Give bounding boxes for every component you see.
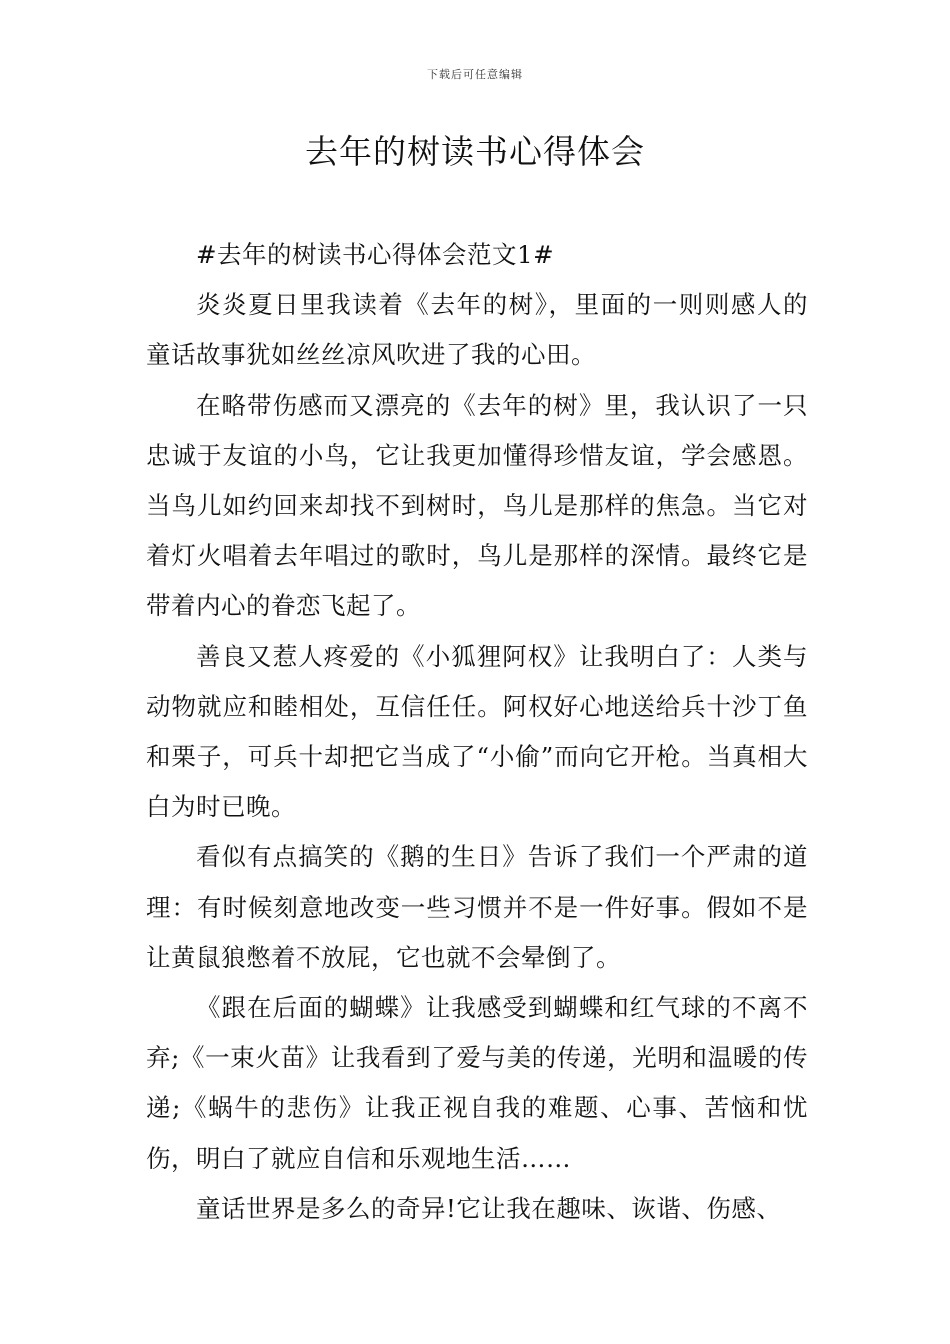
paragraph-6: 童话世界是多么的奇异!它让我在趣味、诙谐、伤感、: [196, 1193, 782, 1223]
paragraph-1: 炎炎夏日里我读着《去年的树》，里面的一则则感人的童话故事犹如丝丝凉风吹进了我的心田。: [146, 290, 808, 370]
header-note: 下载后可任意编辑: [427, 68, 523, 81]
paragraph-5: 《跟在后面的蝴蝶》让我感受到蝴蝶和红气球的不离不弃;《一束火苗》让我看到了爱与美的传递，光明和温暖的传递;《蜗牛的悲伤》让我正视自我的难题、心事、苦恼和忧伤，明白了就应自信和乐观地生活……: [146, 993, 808, 1173]
page-title: 去年的树读书心得体会: [305, 132, 645, 171]
paragraph-4: 看似有点搞笑的《鹅的生日》告诉了我们一个严肃的道理：有时候刻意地改变一些习惯并不是一件好事。假如不是让黄鼠狼憋着不放屁，它也就不会晕倒了。: [146, 842, 808, 972]
paragraph-2: 在略带伤感而又漂亮的《去年的树》里，我认识了一只忠诚于友谊的小鸟，它让我更加懂得珍惜友谊，学会感恩。当鸟儿如约回来却找不到树时，鸟儿是那样的焦急。当它对着灯火唱着去年唱过的歌时，鸟儿是那样的深情。最终它是带着内心的眷恋飞起了。: [146, 390, 808, 621]
document-body: [146, 230, 808, 1234]
section-heading: #去年的树读书心得体会范文1#: [196, 240, 555, 269]
paragraph-3: 善良又惹人疼爱的《小狐狸阿权》让我明白了：人类与动物就应和睦相处，互信任任。阿权好心地送给兵十沙丁鱼和栗子，可兵十却把它当成了“小偷”而向它开枪。当真相大白为时已晚。: [146, 641, 808, 822]
